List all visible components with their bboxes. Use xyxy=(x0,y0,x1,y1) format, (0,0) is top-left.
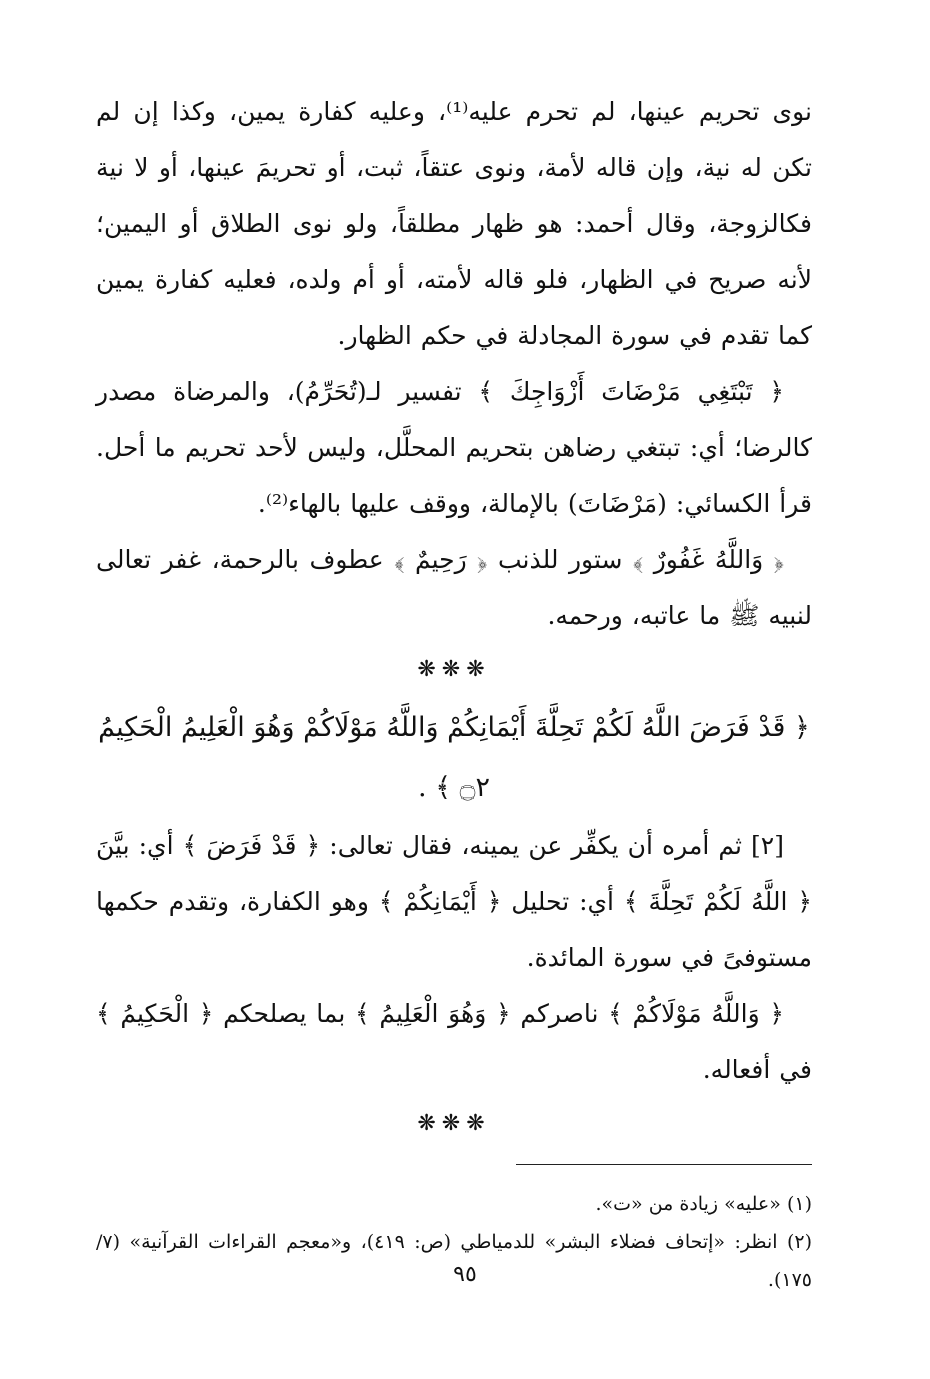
paragraph-5: ﴿ وَاللَّهُ مَوْلَاكُمْ ﴾ ناصركم ﴿ وَهُوَ الْعَلِيمُ ﴾ بما يصلحكم ﴿ الْحَكِيمُ ﴾ في أفعاله. xyxy=(96,999,812,1084)
paragraph-4: [٢] ثم أمره أن يكفِّر عن يمينه، فقال تعالى: ﴿ قَدْ فَرَضَ ﴾ أي: بيَّنَ ﴿ اللَّهُ لَكُمْ تَحِلَّةَ ﴾ أي: تحليل ﴿ أَيْمَانِكُمْ ﴾ وهو الكفارة، وتقدم حكمها مستوفىً في سورة المائدة. xyxy=(96,831,812,972)
quran-verse: ﴿ قَدْ فَرَضَ اللَّهُ لَكُمْ تَحِلَّةَ أَيْمَانِكُمْ وَاللَّهُ مَوْلَاكُمْ وَهُوَ الْعَلِيمُ الْحَكِيمُ ۝٢ ﴾ . xyxy=(98,712,810,803)
footnote-divider xyxy=(516,1164,812,1165)
section-separator: ❋❋❋ xyxy=(417,657,491,682)
paragraph-3: ﴿ وَاللَّهُ غَفُورٌ ﴾ ستور للذنب ﴿ رَحِيمٌ ﴾ عطوف بالرحمة، غفر تعالى لنبيه ﷺ ما عاتبه، ورحمه. xyxy=(96,545,812,630)
page-body xyxy=(96,84,812,1299)
footnote-2: (٢) انظر: «إتحاف فضلاء البشر» للدمياطي (ص: ٤١٩)، و«معجم القراءات القرآنية» (٧/ ١٧٥). xyxy=(96,1231,813,1291)
section-separator-2: ❋❋❋ xyxy=(417,1111,491,1136)
footnote-1: (١) «عليه» زيادة من «ت». xyxy=(595,1193,812,1215)
paragraph-1: نوى تحريم عينها، لم تحرم عليه⁽¹⁾، وعليه كفارة يمين، وكذا إن لم تكن له نية، وإن قاله لأمة، ونوى عتقاً، ثبت، أو تحريمَ عينها، أو لا نية فكالزوجة، وقال أحمد: هو ظهار مطلقاً، ولو نوى الطلاق أو اليمين؛ لأنه صريح في الظهار، فلو قاله لأمته، أو أم ولده، فعليه كفارة يمين كما تقدم في سورة المجادلة في حكم الظهار. xyxy=(96,97,812,350)
paragraph-2: ﴿ تَبْتَغِي مَرْضَاتَ أَزْوَاجِكَ ﴾ تفسير لـ(تُحَرِّمُ)، والمرضاة مصدر كالرضا؛ أي: تبتغي رضاهن بتحريم المحلَّل، وليس لأحد تحريم ما أحل. قرأ الكسائي: (مَرْضَاتَ) بالإمالة، ووقف عليها بالهاء⁽²⁾. xyxy=(96,377,812,518)
page-number: ٩٥ xyxy=(453,1262,477,1287)
